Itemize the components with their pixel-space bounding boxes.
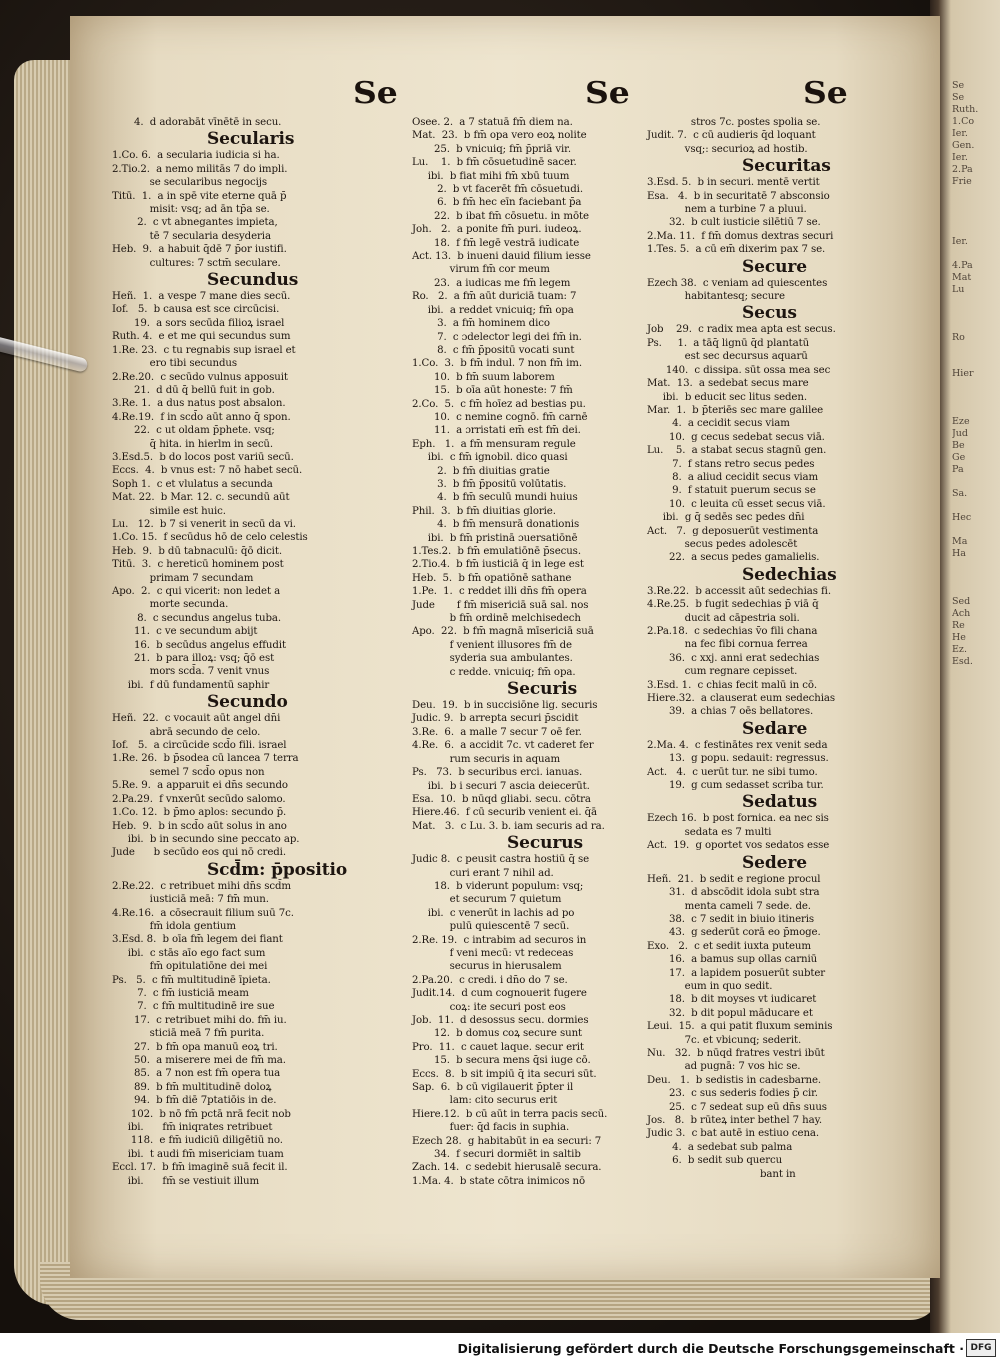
concordance-entry: 2.Tio.4. b fm̄ iusticiā q̄ in lege est: [412, 559, 584, 571]
concordance-entry: 6. b sedit sub quercu: [647, 1155, 783, 1167]
concordance-entry: abrā secundo de celo.: [112, 726, 261, 738]
concordance-entry: fm̄ idola gentium: [112, 920, 236, 932]
headword-line: [647, 565, 937, 585]
concordance-entry: Eccl. 17. b fm̄ imaginē suā fecit il.: [112, 1162, 288, 1174]
concordance-entry: 1.Co. 6. a secularia iudicia si ha.: [112, 150, 280, 162]
concordance-entry: 17. a lapidem posuerūt subter: [647, 967, 826, 979]
concordance-entry: Mar. 1. b p̄teriēs sec mare galilee: [647, 404, 824, 416]
concordance-entry: 36. c xxj. anni erat sedechias: [647, 652, 820, 664]
running-head-3: Se: [802, 76, 848, 111]
concordance-entry: Heñ. 1. a vespe 7 mane dies secū.: [112, 291, 291, 303]
concordance-entry: Phil. 3. b fm̄ diuitias glorie.: [412, 505, 556, 517]
concordance-entry: Jude f fm̄ misericiā suā sal. nos: [412, 599, 589, 611]
concordance-entry: f venient illusores fm̄ de: [412, 639, 572, 651]
headword-line: [647, 257, 937, 277]
concordance-entry: bant in: [647, 1168, 796, 1180]
concordance-entry: Apo. 2. c qui vicerit: non ledet a: [112, 586, 281, 597]
concordance-entry: Heñ. 22. c vocauit aūt angel dn̄i: [112, 713, 281, 725]
concordance-entry: Osee. 2. a 7 statuā fm̄ diem na.: [412, 117, 573, 128]
concordance-entry: Hiere.12. b cū aūt in terra pacis secū.: [412, 1108, 608, 1120]
running-head-2: Se: [584, 76, 630, 111]
concordance-entry: Soph 1. c et vlulatus a secunda: [112, 478, 273, 490]
concordance-entry: ibi. c venerūt in lachis ad po: [412, 907, 575, 919]
concordance-entry: 89. b fm̄ multitudinē doloꝝ: [112, 1081, 272, 1093]
concordance-entry: 43. g sederūt corā eo p̄moge.: [647, 927, 821, 939]
concordance-entry: ibi. f dū fundamentū saphir: [112, 679, 270, 691]
concordance-entry: 23. c sus sederis fodies p̄ cir.: [647, 1088, 818, 1100]
text-column-1: [112, 116, 412, 1188]
concordance-entry: 4.Re. 6. a accidit 7c. vt caderet fer: [412, 740, 594, 752]
concordance-entry: 11. c ve secundum abijt: [112, 626, 258, 638]
concordance-entry: Job 29. c radix mea apta est secus.: [647, 324, 836, 336]
concordance-entry: 1.Re. 26. b p̄sodea cū lancea 7 terra: [112, 753, 299, 765]
concordance-entry: ibi. fm̄ iniqrates retribuet: [112, 1122, 273, 1134]
concordance-entry: 1.Tes. 5. a cū em̄ dixerim pax 7 se.: [647, 244, 826, 256]
concordance-entry: iusticiā meā: 7 fm̄ mun.: [112, 894, 269, 906]
concordance-entry: se secularibus negocijs: [112, 177, 267, 189]
headword-line: [647, 156, 937, 176]
concordance-entry: Titū. 1. a in spē vite eterne quā p̄: [112, 190, 287, 202]
concordance-entry: q̄ hita. in hierlm in secū.: [112, 438, 274, 450]
concordance-entry: primam 7 secundam: [112, 572, 254, 584]
dfg-logo: DFG: [966, 1339, 996, 1357]
concordance-entry: Lu. 5. a stabat secus stagnū gen.: [647, 445, 827, 457]
concordance-entry: b fm̄ ordinē melchisedech: [412, 613, 581, 625]
concordance-entry: ducit ad cāpestria soli.: [647, 612, 800, 624]
concordance-entry: 6. b fm̄ hec eīn faciebant p̄a: [412, 197, 582, 209]
concordance-entry: Iof. 5. b causa est sce circūcisi.: [112, 304, 280, 316]
headword: Secure: [742, 256, 807, 277]
concordance-entry: 2.Co. 5. c fm̄ hoīez ad bestias pu.: [412, 398, 586, 410]
concordance-entry: 38. c 7 sedit in biuio itineris: [647, 913, 815, 925]
concordance-entry: 12. b domus coꝝ secure sunt: [412, 1028, 583, 1040]
concordance-entry: Heb. 9. b in scd̄o aūt solus in ano: [112, 820, 287, 832]
concordance-entry: c redde. vnicuiq; fm̄ opa.: [412, 666, 576, 678]
concordance-entry: 2.Re.20. c secūdo vulnus apposuit: [112, 371, 288, 383]
concordance-entry: 1.Pe. 1. c reddet illi dn̄s fm̄ opera: [412, 586, 587, 598]
concordance-entry: 25. b vnicuiq; fm̄ p̄priā vir.: [412, 143, 571, 155]
concordance-entry: 1.Co. 12. b p̄mo aplos: secundo p̄.: [112, 807, 287, 819]
concordance-entry: nem a turbine 7 a pluui.: [647, 204, 807, 216]
concordance-entry: Hiere.46. f cū securib venient ei. q̄ā: [412, 807, 597, 819]
concordance-entry: Apo. 22. b fm̄ magnā mīsericiā suā: [412, 626, 594, 638]
concordance-entry: 19. a sors secūda filioꝝ israel: [112, 317, 285, 329]
page-edges-left: [14, 60, 74, 1305]
concordance-entry: Hiere.32. a clauserat eum sedechias: [647, 693, 835, 705]
headword-line: [112, 860, 412, 880]
concordance-entry: 1.Re. 23. c tu regnabis sup israel et: [112, 344, 296, 356]
concordance-entry: 22. c ut oldam p̄phete. vsq;: [112, 425, 275, 437]
concordance-entry: 25. c 7 sedeat sup eū dn̄s suus: [647, 1101, 827, 1113]
concordance-entry: 2. b fm̄ diuitias gratie: [412, 465, 550, 477]
concordance-entry: Heb. 9. a habuit q̄dē 7 p̄or iustifi.: [112, 244, 287, 256]
concordance-entry: securus in hierusalem: [412, 961, 562, 973]
funding-credit: Digitalisierung gefördert durch die Deutsche Forschungsgemeinschaft ·: [457, 1341, 964, 1356]
concordance-entry: 7. c fm̄ iusticiā meam: [112, 987, 249, 999]
concordance-entry: ibi. fm̄ se vestiuit illum: [112, 1175, 260, 1187]
concordance-entry: cultures: 7 sctm̄ seculare.: [112, 257, 281, 269]
concordance-entry: Mat. 23. b fm̄ opa vero eoꝝ nolite: [412, 130, 587, 142]
concordance-entry: 7. c fm̄ multitudinē ire sue: [112, 1001, 275, 1013]
headword-line: [647, 719, 937, 739]
concordance-entry: 39. a chias 7 oēs bellatores.: [647, 706, 814, 718]
concordance-entry: Heb. 5. b fm̄ opatiōnē sathane: [412, 572, 572, 584]
concordance-entry: 22. a secus pedes gamalielis.: [647, 552, 820, 564]
concordance-entry: misit: vsq; ad ān tp̄a se.: [112, 204, 270, 216]
concordance-entry: coꝝ: ite securi post eos: [412, 1001, 566, 1013]
concordance-entry: Ps. 73. b securibus erci. ianuas.: [412, 767, 583, 779]
concordance-entry: pulū quiescentē 7 secū.: [412, 921, 570, 933]
concordance-entry: 1.Ma. 4. b state cōtra inimicos nō: [412, 1175, 586, 1187]
concordance-entry: ibi. c stās aīo ego fact sum: [112, 947, 266, 959]
concordance-entry: habitantesq; secure: [647, 291, 785, 303]
headword-line: [112, 270, 412, 290]
headword-line: [647, 792, 937, 812]
concordance-entry: 3. b fm̄ p̄positū volūtatis.: [412, 478, 567, 490]
left-page: [70, 16, 940, 1278]
concordance-entry: 3.Esd. 8. b oīa fm̄ legem dei fiant: [112, 934, 283, 946]
concordance-entry: fuer: q̄d facis in suphia.: [412, 1122, 570, 1134]
concordance-entry: 2.Re.22. c retribuet mihi dn̄s scd̄m: [112, 880, 291, 892]
concordance-entry: 19. g cum sedasset scriba tur.: [647, 780, 824, 792]
concordance-entry: Ro. 2. a fm̄ aūt duriciā tuam: 7: [412, 291, 577, 303]
concordance-entry: 118. e fm̄ iudiciū diligētiū no.: [112, 1135, 283, 1147]
concordance-entry: 3.Re. 1. a dus natus post absalon.: [112, 398, 286, 410]
concordance-entry: 1.Co. 3. b fm̄ indul. 7 non fm̄ im.: [412, 358, 582, 370]
concordance-entry: 2.Ma. 11. f fm̄ domus dextras securi: [647, 230, 834, 242]
headword: Secundo: [207, 692, 288, 713]
concordance-entry: 4. b fm̄ mensurā donationis: [412, 519, 580, 531]
concordance-entry: et securum 7 quietum: [412, 894, 562, 906]
concordance-entry: Judit. 7. c cū audieris q̄d loquant: [647, 130, 816, 142]
concordance-entry: 10. c leuita cū esset secus viā.: [647, 498, 826, 510]
concordance-entry: Esa. 4. b in securitatē 7 absconsio: [647, 190, 830, 202]
concordance-entry: 10. b fm̄ suum laborem: [412, 371, 555, 383]
concordance-entry: 2.Pa.29. f vnxerūt secūdo salomo.: [112, 793, 286, 805]
concordance-entry: Joh. 2. a ponite fm̄ puri. iudeoꝝ.: [412, 224, 582, 236]
concordance-entry: eum in quo sedit.: [647, 980, 773, 992]
headword: Secundus: [207, 270, 299, 291]
concordance-entry: tē 7 secularia desyderia: [112, 230, 271, 242]
concordance-entry: Exo. 2. c et sedit iuxta puteum: [647, 940, 811, 952]
concordance-entry: Mat. 22. b Mar. 12. c. secundū aūt: [112, 492, 290, 504]
concordance-entry: 2.Tio.2. a nemo militās 7 do impli.: [112, 163, 288, 175]
concordance-entry: Pro. 11. c cauet laque. secur erit: [412, 1041, 584, 1053]
concordance-entry: Jos. 8. b rūteꝝ inter bethel 7 hay.: [647, 1115, 823, 1126]
concordance-entry: 4. b fm̄ seculū mundi huius: [412, 492, 578, 504]
concordance-entry: cum regnare cepisset.: [647, 666, 798, 678]
concordance-entry: ibi. b educit sec litus seden.: [647, 391, 807, 403]
concordance-entry: Judic 8. c peusit castra hostiū q̄ se: [412, 854, 590, 866]
concordance-entry: 5.Re. 9. a apparuit ei dn̄s secundo: [112, 780, 288, 792]
concordance-entry: vsq;: securioꝝ ad hostib.: [647, 143, 808, 155]
concordance-entry: Ezech 28. g habitabūt in ea securi: 7: [412, 1135, 602, 1147]
concordance-entry: mors scd̄a. 7 venit vnus: [112, 666, 270, 678]
concordance-entry: 15. b oīa aūt honeste: 7 fm̄: [412, 385, 573, 397]
concordance-entry: 4. a sedebat sub palma: [647, 1141, 793, 1153]
concordance-entry: Lu. 12. b 7 si venerit in secū da vi.: [112, 518, 296, 530]
concordance-entry: 11. a ɔrristati em̄ est fm̄ dei.: [412, 425, 581, 437]
headword: Securitas: [742, 156, 831, 177]
concordance-entry: 4.Re.25. b fugit sedechias p̄ viā q̄: [647, 599, 819, 611]
concordance-entry: 23. a iudicas me fm̄ legem: [412, 277, 571, 289]
concordance-entry: ad pugnā: 7 vos hic se.: [647, 1061, 801, 1073]
concordance-entry: 2.Ma. 4. c festinātes rex venit seda: [647, 739, 828, 751]
concordance-entry: semel 7 scd̄o opus non: [112, 766, 265, 778]
concordance-entry: Act. 13. b inueni dauid filium iesse: [412, 251, 591, 263]
headword: Sedechias: [742, 564, 837, 585]
concordance-entry: Act. 7. g deposuerūt vestimenta: [647, 525, 819, 537]
concordance-entry: 34. f securi dormiēt in saltib: [412, 1149, 581, 1161]
concordance-entry: 7c. et vbicunq; sederit.: [647, 1034, 802, 1046]
concordance-entry: Judit.14. d cum cognouerit fugere: [412, 988, 587, 1000]
concordance-entry: 16. b secūdus angelus effudit: [112, 639, 286, 651]
concordance-entry: ero tibi secundus: [112, 358, 237, 370]
concordance-entry: Sap. 6. b cū vigilauerit p̄pter il: [412, 1082, 574, 1094]
concordance-entry: na fec fibi cornua ferrea: [647, 639, 808, 651]
concordance-entry: Heñ. 21. b sedit e regione procul: [647, 873, 821, 885]
concordance-entry: 1.Co. 15. f secūdus hō de celo celestis: [112, 532, 308, 544]
concordance-entry: 3.Esd.5. b do locos post variū secū.: [112, 451, 294, 463]
concordance-entry: 2.Re. 19. c intrabim ad securos in: [412, 934, 587, 946]
headword: Secus: [742, 303, 797, 324]
concordance-entry: 18. f fm̄ legē vestrā iudicate: [412, 237, 580, 249]
concordance-entry: Esa. 10. b nūqd gliabi. secu. cōtra: [412, 793, 591, 805]
concordance-entry: 10. g cecus sedebat secus viā.: [647, 431, 825, 443]
concordance-entry: f veni mecū: vt redeceas: [412, 947, 574, 959]
concordance-entry: 9. f statuit puerum secus se: [647, 485, 816, 497]
concordance-entry: est sec decursus aquarū: [647, 351, 808, 363]
concordance-entry: 32. b cult iusticie silētiū 7 se.: [647, 217, 821, 229]
concordance-entry: Ezech 38. c veniam ad quiescentes: [647, 277, 828, 289]
concordance-entry: 102. b nō fm̄ pctā nrā fecit nob: [112, 1108, 291, 1120]
concordance-entry: 85. a 7 non est fm̄ opera tua: [112, 1068, 281, 1080]
concordance-entry: 7. c ɔdelector legi dei fm̄ in.: [412, 331, 582, 343]
concordance-entry: Ps. 5. c fm̄ multitudinē īpieta.: [112, 974, 271, 986]
concordance-entry: 8. c secundus angelus tuba.: [112, 612, 282, 624]
concordance-entry: Ezech 16. b post fornica. ea nec sis: [647, 813, 829, 825]
concordance-entry: Eccs. 8. b sit impiū q̄ ita securi sūt.: [412, 1068, 597, 1080]
concordance-entry: 21. d dū q̄ bellū fuit in gob.: [112, 384, 275, 396]
running-head-1: Se: [352, 76, 398, 111]
concordance-entry: 4.Re.16. a cōsecrauit filium suū 7c.: [112, 907, 294, 919]
concordance-entry: Nu. 32. b nūqd fratres vestri ibūt: [647, 1047, 825, 1059]
concordance-entry: 1.Tes.2. b fm̄ emulatiōnē p̄secus.: [412, 546, 581, 557]
concordance-entry: secus pedes adolescēt: [647, 538, 798, 550]
concordance-entry: 2. b vt facerēt fm̄ cōsuetudi.: [412, 184, 583, 196]
concordance-entry: 16. a bamus sup ollas carniū: [647, 954, 818, 966]
concordance-entry: 50. a miserere mei de fm̄ ma.: [112, 1055, 286, 1066]
concordance-entry: ibi. b fm̄ pristinā ɔuersatiōnē: [412, 532, 578, 544]
concordance-entry: syderia sua ambulantes.: [412, 653, 573, 665]
concordance-entry: 3.Esd. 5. b in securi. mentē vertit: [647, 177, 820, 189]
concordance-entry: 4.Re.19. f in scd̄o aūt anno q̄ spon.: [112, 411, 291, 423]
right-page-margin-text: Se Se Ruth. 1.Co Ier. Gen. Ier. 2.Pa Frie Ier. 4.Pa Mat Lu Ro Hier Eze Jud Be Ge Pa Sa. Hec Ma Ha Sed Ach Re He Ez. Esd.: [952, 80, 979, 667]
concordance-entry: Eph. 1. a fm̄ mensuram regule: [412, 438, 576, 450]
concordance-entry: 8. a aliud cecidit secus viam: [647, 471, 819, 483]
concordance-entry: 2.Pa.18. c sedechias v̄o fili chana: [647, 626, 818, 637]
concordance-entry: ibi. b fiat mihi fm̄ xbū tuum: [412, 170, 570, 182]
concordance-entry: 32. b dit popul māducare et: [647, 1007, 813, 1019]
concordance-entry: ibi. b in secundo sine peccato ap.: [112, 833, 300, 845]
concordance-entry: Lu. 1. b fm̄ cōsuetudinē sacer.: [412, 157, 577, 169]
headword-line: [647, 303, 937, 323]
headword: Securis: [507, 679, 578, 700]
headword: Sedare: [742, 718, 808, 739]
concordance-entry: 13. g popu. sedauit: regressus.: [647, 753, 829, 765]
concordance-entry: 4. a cecidit secus viam: [647, 418, 790, 430]
concordance-entry: Heb. 9. b dū tabnaculū: q̄ō dicit.: [112, 545, 282, 557]
concordance-entry: Titū. 3. c hereticū hominem post: [112, 559, 284, 571]
concordance-entry: Job. 11. d desossus secu. dormies: [412, 1015, 589, 1026]
concordance-entry: 15. b secura mens q̄si iuge cō.: [412, 1055, 591, 1067]
concordance-entry: 4. d adorabāt vīnētē in secu.: [112, 117, 282, 128]
concordance-entry: Judic 3. c bat autē in estiuo cena.: [647, 1128, 820, 1140]
concordance-entry: Deu. 19. b in succisiōne lig. securis: [412, 700, 598, 712]
concordance-entry: rum securis in aquam: [412, 753, 561, 765]
concordance-entry: Eccs. 4. b vnus est: 7 nō habet secū.: [112, 465, 303, 477]
concordance-entry: ibi. t audi fm̄ misericiam tuam: [112, 1148, 284, 1160]
concordance-entry: 2.Pa.20. c credi. i dn̄o do 7 se.: [412, 974, 568, 986]
concordance-entry: 18. b viderunt populum: vsq;: [412, 880, 584, 892]
concordance-entry: ibi. b i securi 7 ascia deiecerūt.: [412, 780, 590, 792]
concordance-entry: 94. b fm̄ diē 7ptatiōis in de.: [112, 1095, 277, 1107]
concordance-entry: ibi. a reddet vnicuiq; fm̄ opa: [412, 304, 574, 316]
headword-line: [112, 692, 412, 712]
concordance-entry: 21. b para illoꝝ: vsq; q̄ō est: [112, 653, 275, 665]
concordance-entry: 27. b fm̄ opa manuū eoꝝ tri.: [112, 1041, 278, 1053]
headword-line: [112, 129, 412, 149]
concordance-entry: stros 7c. postes spolia se.: [647, 117, 821, 128]
concordance-entry: 3.Re. 6. a malle 7 secur 7 oē fer.: [412, 726, 582, 738]
headword: Sedatus: [742, 792, 818, 813]
footer-bar: [0, 1333, 1000, 1363]
concordance-entry: Judic. 9. b arrepta securi p̄scidit: [412, 713, 579, 725]
concordance-entry: 7. f stans retro secus pedes: [647, 458, 815, 470]
headword: Securus: [507, 833, 583, 854]
concordance-entry: sedata es 7 multi: [647, 826, 772, 838]
concordance-entry: Act. 4. c uerūt tur. ne sibi tumo.: [647, 766, 818, 778]
concordance-entry: curi erant 7 nihil ad.: [412, 867, 554, 879]
text-column-3: [647, 116, 937, 1181]
concordance-entry: ibi. c fm̄ ignobil. dico quasi: [412, 452, 568, 464]
concordance-entry: 10. c nemine cognō. fm̄ carnē: [412, 411, 588, 423]
concordance-entry: 2. c vt abnegantes impieta,: [112, 217, 278, 229]
concordance-entry: Ruth. 4. e et me qui secundus sum: [112, 331, 291, 343]
concordance-entry: sticiā meā 7 fm̄ purita.: [112, 1028, 265, 1040]
concordance-entry: 17. c retribuet mihi do. fm̄ iu.: [112, 1014, 287, 1026]
concordance-entry: menta cameli 7 sede. de.: [647, 900, 811, 912]
concordance-entry: 18. b dit moyses vt iudicaret: [647, 994, 817, 1006]
concordance-entry: virum fm̄ cor meum: [412, 264, 550, 276]
concordance-entry: Mat. 3. c Lu. 3. b. iam securis ad ra.: [412, 820, 605, 832]
concordance-entry: Iof. 5. a circūcide scd̄o fili. israel: [112, 740, 287, 752]
concordance-entry: Mat. 13. a sedebat secus mare: [647, 378, 809, 390]
concordance-entry: fm̄ opitulatiōne dei mei: [112, 961, 268, 973]
concordance-entry: 31. d abscōdit idola subt stra: [647, 887, 820, 899]
concordance-entry: Jude b secūdo eos qui nō credi.: [112, 847, 286, 859]
headword: Sedere: [742, 852, 807, 873]
concordance-entry: 140. c dissipa. sūt ossa mea sec: [647, 364, 831, 376]
concordance-entry: Ps. 1. a tāq̄ lignū q̄d plantatū: [647, 337, 810, 349]
concordance-entry: simile est huic.: [112, 505, 226, 517]
concordance-entry: ibi. g q̄ sedēs sec pedes dn̄i: [647, 512, 805, 524]
headword: Secularis: [207, 129, 295, 150]
concordance-entry: 3.Re.22. b accessit aūt sedechias fi.: [647, 585, 831, 597]
concordance-entry: Leui. 15. a qui patit fluxum seminis: [647, 1021, 833, 1033]
concordance-entry: Act. 19. g oportet vos sedatos esse: [647, 840, 830, 852]
concordance-entry: lam: cito securus erit: [412, 1095, 558, 1107]
concordance-entry: 3. a fm̄ hominem dico: [412, 318, 550, 330]
concordance-entry: Zach. 14. c sedebit hierusalē secura.: [412, 1162, 602, 1174]
concordance-entry: Deu. 1. b sedistis in cadesbarne.: [647, 1074, 822, 1086]
concordance-entry: morte secunda.: [112, 599, 229, 611]
headword-line: [647, 853, 937, 873]
concordance-entry: 22. b ibat fm̄ cōsuetu. in mōte: [412, 210, 589, 222]
concordance-entry: 3.Esd. 1. c chias fecit malū in cō.: [647, 679, 818, 691]
headword: Scd̄m: p̄positio: [207, 859, 348, 880]
concordance-entry: 8. c fm̄ p̄positū vocati sunt: [412, 344, 575, 356]
